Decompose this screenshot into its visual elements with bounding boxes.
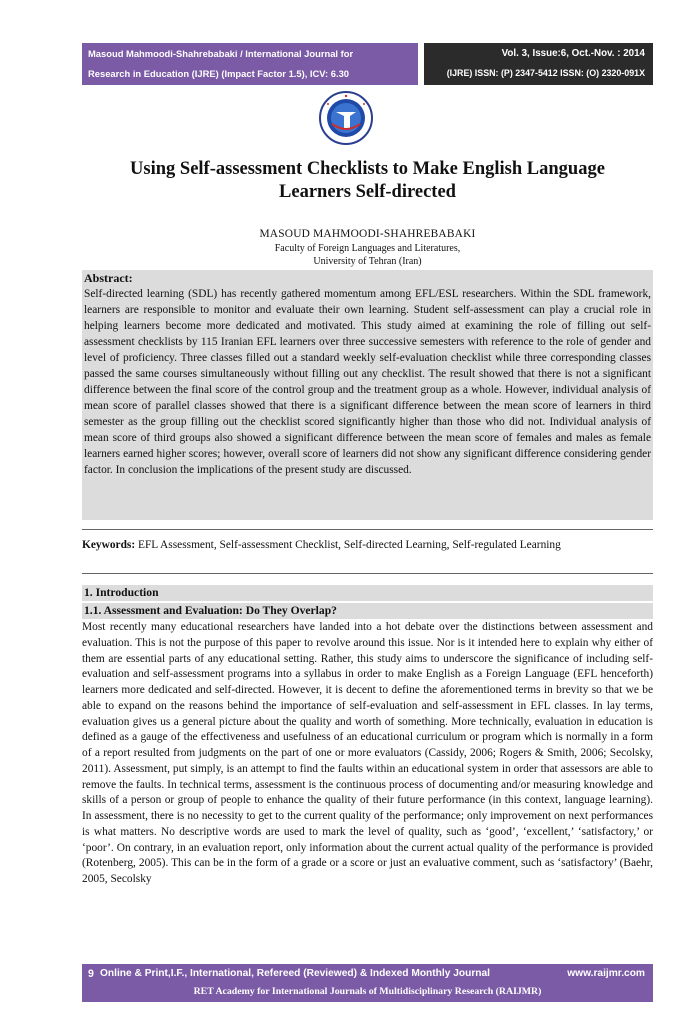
footer-journal-type: Online & Print,I.F., International, Refereed (Reviewed) & Indexed Monthly Journal: [100, 968, 491, 979]
paper-title-line2: Learners Self-directed: [279, 182, 456, 202]
header-journal-line1: Masoud Mahmoodi-Shahrebabaki / International Journal for: [88, 48, 354, 59]
abstract-text: Self-directed learning (SDL) has recently gathered momentum among EFL/ESL researchers. Within the SDL framework, learners are responsible to monitor and evaluate their own learning. Student self-assessment can play a crucial role in helping learners become more dedicated and motivated. This study aimed at examining the role of filling out self-assessment checklists by 115 Iranian EFL learners over three successive semesters with reference to the role of gender and level of proficiency. Three classes filled out a standard weekly self-evaluation checklist while three corresponding classes passed the same courses simultaneously without filling out any checklist. The result showed that there is not a significant difference between the final score of the control group and the treatment group as a whole. However, individual analysis of mean score of parallel classes showed that there is a significant difference between the mean score of learners in third semester as the group filling out the checklist scored significantly higher than those who did not. Individual analysis of mean score of third groups also showed a significant difference between the mean score of females and males as female learners earned higher scores; however, overall score of learners did not show any significant difference considering gender factor. In conclusion the implications of the present study are discussed.: [84, 288, 651, 476]
keywords-top-rule: [82, 529, 653, 530]
header-right-band: [424, 43, 653, 85]
keywords-text: EFL Assessment, Self-assessment Checklist, Self-directed Learning, Self-regulated Learning: [135, 539, 561, 551]
header-journal-line2: Research in Education (IJRE) (Impact Factor 1.5), ICV: 6.30: [88, 68, 350, 79]
journal-header: [82, 43, 653, 85]
subsection-heading-assessment: 1.1. Assessment and Evaluation: Do They Overlap?: [82, 603, 653, 619]
header-volume: Vol. 3, Issue:6, Oct.-Nov. : 2014: [501, 48, 645, 59]
journal-footer: [82, 964, 653, 1002]
affiliation-line1: Faculty of Foreign Languages and Literatures,: [274, 243, 461, 254]
abstract-box: [82, 270, 653, 520]
ret-academy-seal-icon: [318, 90, 374, 146]
abstract-heading: Abstract:: [84, 271, 133, 285]
keywords-block: [82, 537, 653, 553]
footer-url-link[interactable]: www.raijmr.com: [567, 968, 645, 979]
footer-publisher: RET Academy for International Journals of Multidisciplinary Research (RAIJMR): [193, 986, 542, 997]
paper-title: [82, 158, 653, 204]
author-name: MASOUD MAHMOODI-SHAHREBABAKI: [259, 228, 476, 240]
affiliation-line2: University of Tehran (Iran): [313, 256, 422, 267]
header-left-band: [82, 43, 418, 85]
header-issn: (IJRE) ISSN: (P) 2347-5412 ISSN: (O) 2320-091X: [446, 68, 645, 78]
page-number: 9: [88, 968, 94, 980]
keywords-bottom-rule: [82, 573, 653, 574]
body-paragraph: Most recently many educational researchers have landed into a hot debate over the distinctions between assessment and evaluation. This is not the purpose of this paper to revolve around this issue. Nor is it intended here to explain why either of them are essential parts of any educational setting. Rather, this study aims to underscore the significance of including self-evaluation and self-assessment programs into a syllabus in order to make English as a Foreign Language (EFL henceforth) learners more dedicated and self-directed. However, it is decent to define the aforementioned terms in brevity so that we be able to expand on the reasons behind the importance of self-evaluation and self-assessment in EFL classes. In lay terms, evaluation gives us a general picture about the quality and worth of something. More technically, evaluation in education is defined as a gauge of the effectiveness and usefulness of an educational curriculum or program which is normally in a form of a report resulted from judgments on the part of one or more evaluators (Cassidy, 2006; Rogers & Smith, 2006; Secolsky, 2011). Assessment, put simply, is an attempt to find the faults within an educational system in order that assessors are able to remove the faults. In technical terms, assessment is the continuous process of documenting and/or measuring knowledge and skills of a person or group of people to enhance the quality of their future performance (in this context, language learning). In assessment, there is no necessity to get to the current quality of the performance; only improvement on next performances is what matters. No descriptive words are used to mark the level of quality, such as ‘good’, ‘excellent,’ ‘satisfactory,’ or ‘poor’. On contrary, in an evaluation report, only information about the current actual quality of the performance is provided (Rotenberg, 2005). This can be in the form of a grade or a score or just an evaluative comment, such as ‘satisfactory’ (Baehr, 2005, Secolsky: [82, 621, 653, 885]
paper-title-line1: Using Self-assessment Checklists to Make English Language: [130, 159, 605, 179]
section-heading-introduction: 1. Introduction: [82, 585, 653, 601]
keywords-label: Keywords:: [82, 539, 136, 551]
